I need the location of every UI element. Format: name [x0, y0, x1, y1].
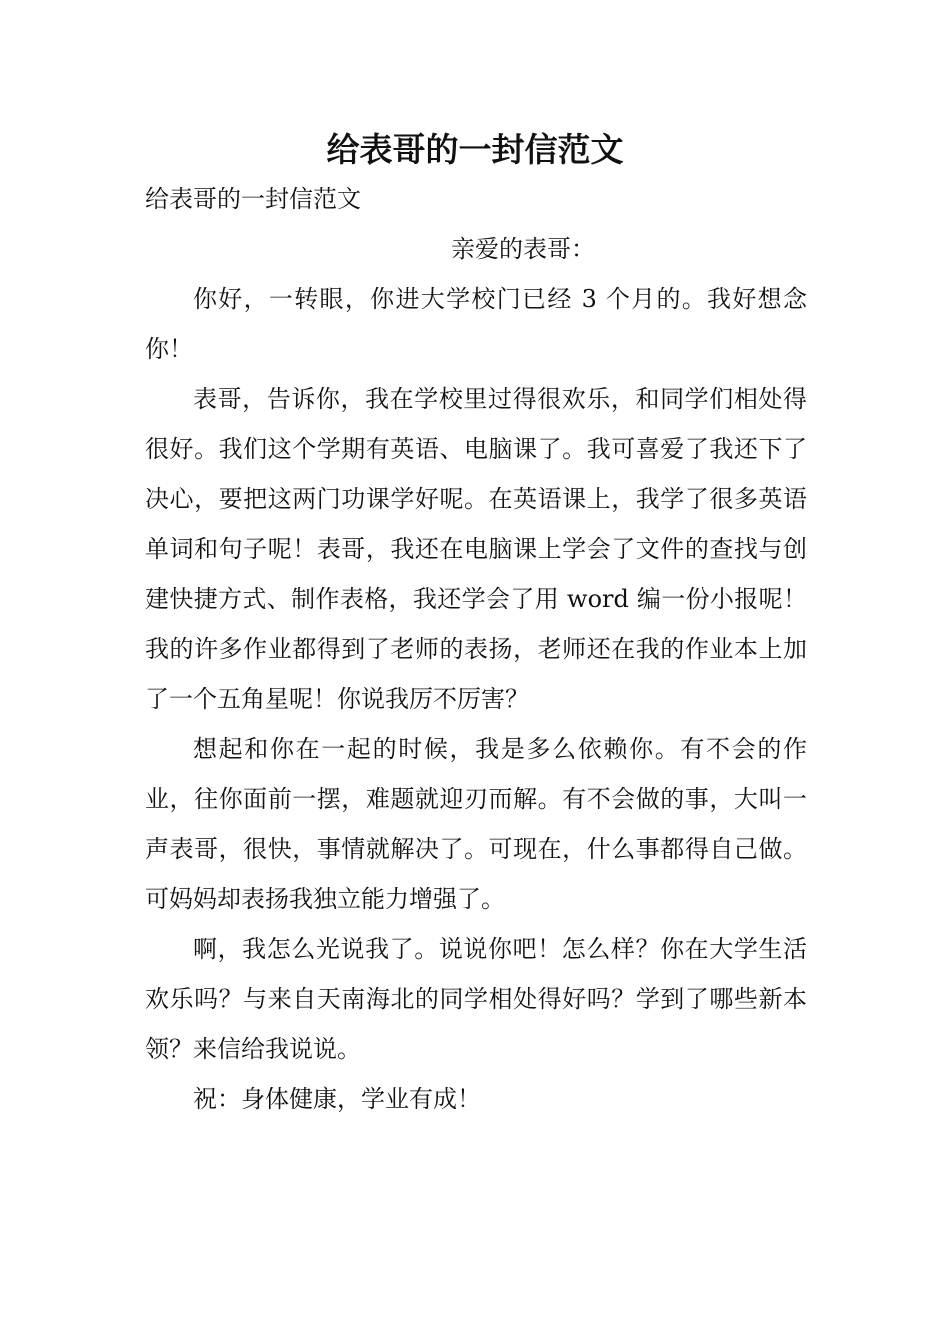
letter-salutation: 亲爱的表哥：: [451, 235, 595, 263]
paragraph-school-life: 表哥，告诉你，我在学校里过得很欢乐，和同学们相处得很好。我们这个学期有英语、电脑课了。我可喜爱了我还下了决心，要把这两门功课学好呢。在英语课上，我学了很多英语单词和句子呢！表哥，我还在电脑课上学会了文件的查找与创建快捷方式、制作表格，我还学会了用 word 编一份小报呢！我的许多作业都得到了老师的表扬，老师还在我的作业本上加了一个五角星呢！你说我厉不厉害？: [145, 385, 807, 713]
document-subtitle: 给表哥的一封信范文: [145, 185, 361, 213]
paragraph-memories: 想起和你在一起的时候，我是多么依赖你。有不会的作业，往你面前一摆，难题就迎刃而解。有不会做的事，大叫一声表哥，很快，事情就解决了。可现在，什么事都得自己做。可妈妈却表扬我独立能力增强了。: [145, 735, 807, 913]
paragraph-closing-wish: 祝：身体健康，学业有成！: [193, 1085, 481, 1113]
document-body: [145, 174, 807, 1124]
paragraph-questions: 啊，我怎么光说我了。说说你吧！怎么样？你在大学生活欢乐吗？与来自天南海北的同学相处得好吗？学到了哪些新本领？来信给我说说。: [145, 935, 807, 1063]
paragraph-greeting: 你好，一转眼，你进大学校门已经 3 个月的。我好想念你！: [145, 285, 807, 363]
document-title: 给表哥的一封信范文: [326, 130, 624, 169]
